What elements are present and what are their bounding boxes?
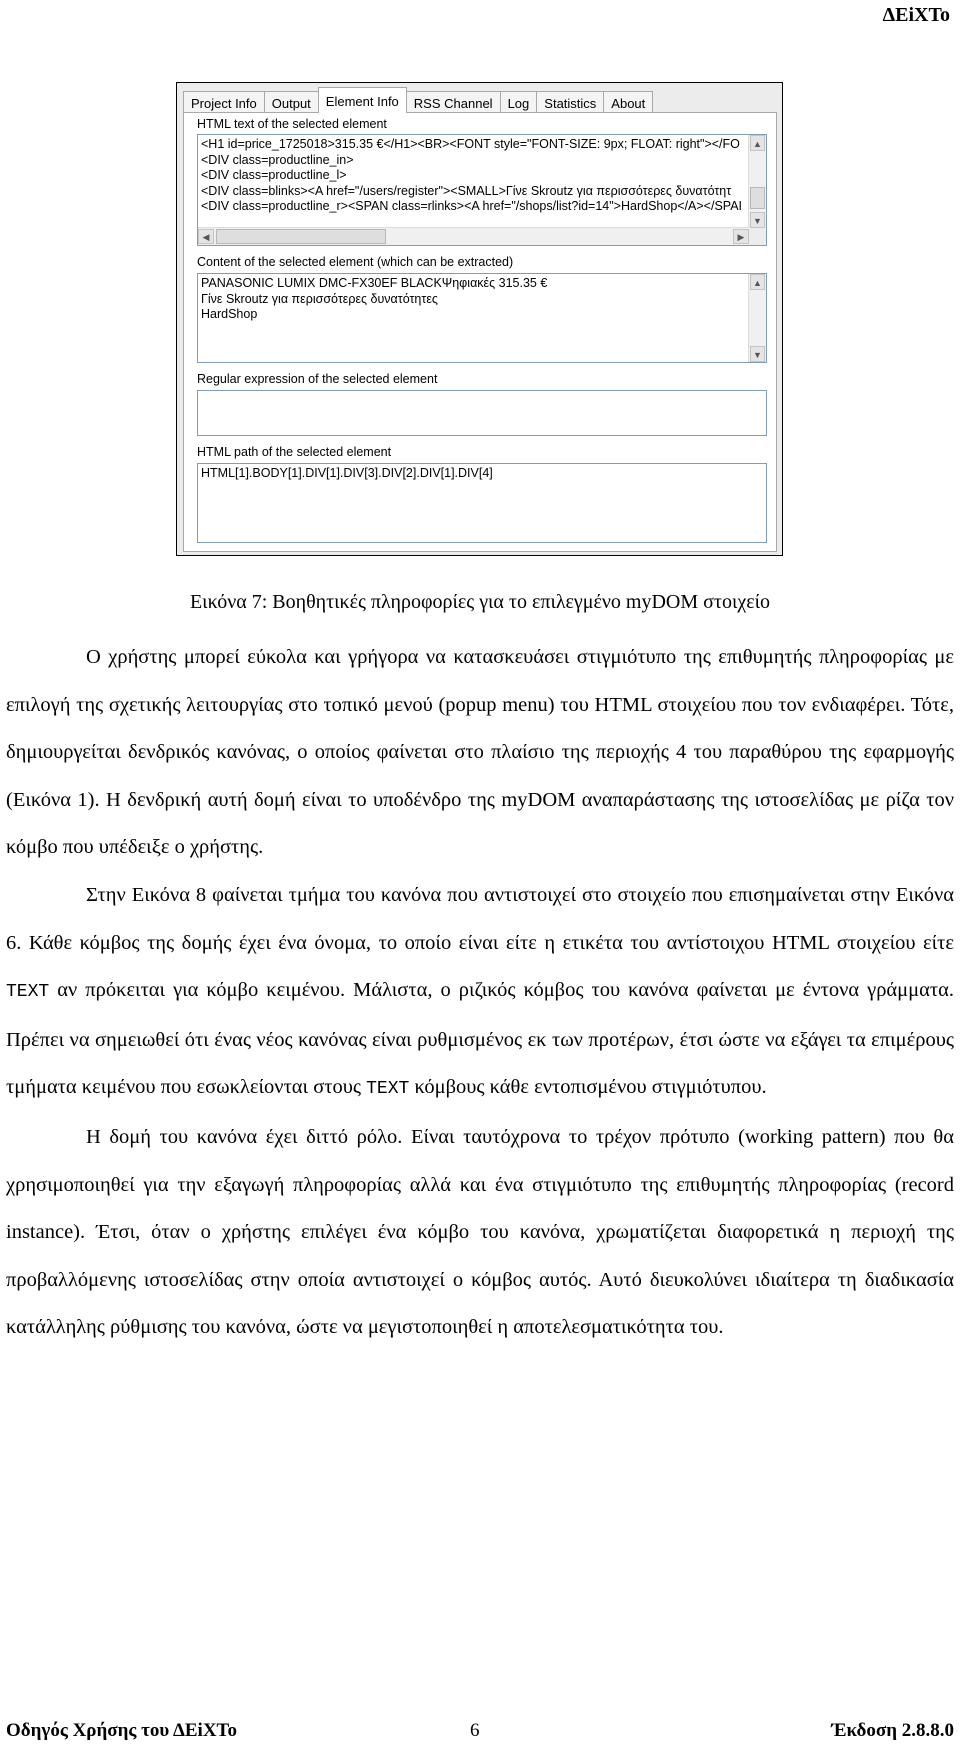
html-path-field[interactable] <box>197 463 767 543</box>
scroll-up-icon[interactable]: ▲ <box>750 135 765 151</box>
footer-title: Οδηγός Χρήσης του ΔΕiΧΤο <box>6 1720 238 1741</box>
content-line: HardShop <box>201 307 258 321</box>
tab-rss-channel[interactable]: RSS Channel <box>406 91 501 113</box>
content-label: Content of the selected element (which can be extracted) <box>197 255 514 269</box>
content-line: PANASONIC LUMIX DMC-FX30EF BLACKΨηφιακές 315.35 € <box>201 276 548 290</box>
html-line: <DIV class=productline_in> <box>201 152 354 167</box>
tab-about[interactable]: About <box>603 91 653 113</box>
tab-bar <box>183 87 652 113</box>
tab-log[interactable]: Log <box>500 91 538 113</box>
body-text <box>6 634 954 1352</box>
html-text-label: HTML text of the selected element <box>197 117 387 131</box>
element-info-panel <box>183 112 777 552</box>
code-text: TEXT <box>6 982 50 1003</box>
html-path-value: HTML[1].BODY[1].DIV[1].DIV[3].DIV[2].DIV[1].DIV[4] <box>201 466 493 480</box>
regex-value <box>198 391 766 395</box>
scroll-thumb[interactable] <box>216 229 386 244</box>
content-line: Γίνε Skroutz για περισσότερες δυνατότητες <box>201 291 438 306</box>
horizontal-scrollbar[interactable] <box>198 227 749 245</box>
scroll-up-icon[interactable]: ▲ <box>750 274 765 290</box>
html-path-label: HTML path of the selected element <box>197 445 392 459</box>
tab-project-info[interactable]: Project Info <box>183 91 265 113</box>
page-number: 6 <box>470 1720 480 1741</box>
code-text: TEXT <box>366 1079 410 1100</box>
html-line: <H1 id=price_1725018>315.35 €</H1><BR><FONT style="FONT-SIZE: 9px; FLOAT: right"></FO <box>201 137 740 151</box>
html-line: <DIV class=blinks><A href="/users/register"><SMALL>Γίνε Skroutz για περισσότερες δυνατότητ <box>201 183 732 198</box>
figure-caption: Εικόνα 7: Βοηθητικές πληροφορίες για το επιλεγμένο myDOM στοιχείο <box>189 591 771 613</box>
tab-statistics[interactable]: Statistics <box>536 91 604 113</box>
scroll-thumb[interactable] <box>750 187 765 209</box>
scroll-down-icon[interactable]: ▼ <box>750 346 765 362</box>
scroll-corner <box>749 228 766 245</box>
paragraph-2: Στην Εικόνα 8 φαίνεται τμήμα του κανόνα που αντιστοιχεί στο στοιχείο που επισημαίνεται στην Εικόνα 6. Κάθε κόμβος της δομής έχει ένα όνομα, το οποίο είναι είτε η ετικέτα του αντίστοιχου HTML στοιχείου είτε TEXT αν πρόκειται για κόμβο κειμένου. Μάλιστα, ο ριζικός κόμβος του κανόνα φαίνεται με έντονα γράμματα. Πρέπει να σημειωθεί ότι ένας νέος κανόνας είναι ρυθμισμένος εκ των προτέρων, έτσι ώστε να εξάγει τα επιμέρους τμήματα κειμένου που εσωκλείονται στους TEXT κόμβους κάθε εντοπισμένου στιγμιότυπου. <box>6 883 954 1100</box>
footer-version: Έκδοση 2.8.8.0 <box>831 1720 954 1741</box>
html-line: <DIV class=productline_l> <box>201 168 347 182</box>
header-brand: ΔΕiΧΤο <box>882 4 950 26</box>
content-area[interactable] <box>197 273 767 363</box>
html-line: <DIV class=productline_r><SPAN class=rlinks><A href="/shops/list?id=14">HardShop</A></SPAI <box>201 199 743 213</box>
regex-field[interactable] <box>197 390 767 436</box>
paragraph-1: Ο χρήστης μπορεί εύκολα και γρήγορα να κατασκευάσει στιγμιότυπο της επιθυμητής πληροφορίας με επιλογή της σχετικής λειτουργίας στο τοπικό μενού (popup menu) του HTML στοιχείου που τον ενδιαφέρει. Τότε, δημιουργείται δενδρικός κανόνας, ο οποίος φαίνεται στο πλαίσιο της περιοχής 4 του παραθύρου της εφαρμογής (Εικόνα 1). Η δενδρική αυτή δομή είναι το υποδένδρο της myDOM αναπαράστασης της ιστοσελίδας με ρίζα τον κόμβο που υπέδειξε ο χρήστης. <box>6 646 954 859</box>
element-info-window <box>176 82 783 556</box>
tab-output[interactable]: Output <box>264 91 319 113</box>
regex-label: Regular expression of the selected element <box>197 372 438 386</box>
vertical-scrollbar[interactable] <box>748 135 766 228</box>
scroll-left-icon[interactable]: ◀ <box>198 229 214 244</box>
tab-element-info[interactable]: Element Info <box>318 87 407 113</box>
vertical-scrollbar[interactable] <box>748 274 766 362</box>
paragraph-3: Η δομή του κανόνα έχει διττό ρόλο. Είναι ταυτόχρονα το τρέχον πρότυπο (working pattern) που θα χρησιμοποιηθεί για την εξαγωγή πληροφορίας αλλά και ένα στιγμιότυπο της επιθυμητής πληροφορίας (record instance). Έτσι, όταν ο χρήστης επιλέγει ένα κόμβο του κανόνα, χρωματίζεται διαφορετικά η περιοχή της προβαλλόμενης ιστοσελίδας στην οποία αντιστοιχεί ο κόμβος αυτός. Αυτό διευκολύνει ιδιαίτερα τη διαδικασία κατάλληλης ρύθμισης του κανόνα, ώστε να μεγιστοποιηθεί η αποτελεσματικότητα του. <box>6 1125 954 1339</box>
html-text-area[interactable] <box>197 134 767 246</box>
scroll-right-icon[interactable]: ▶ <box>733 229 749 244</box>
scroll-down-icon[interactable]: ▼ <box>750 212 765 228</box>
